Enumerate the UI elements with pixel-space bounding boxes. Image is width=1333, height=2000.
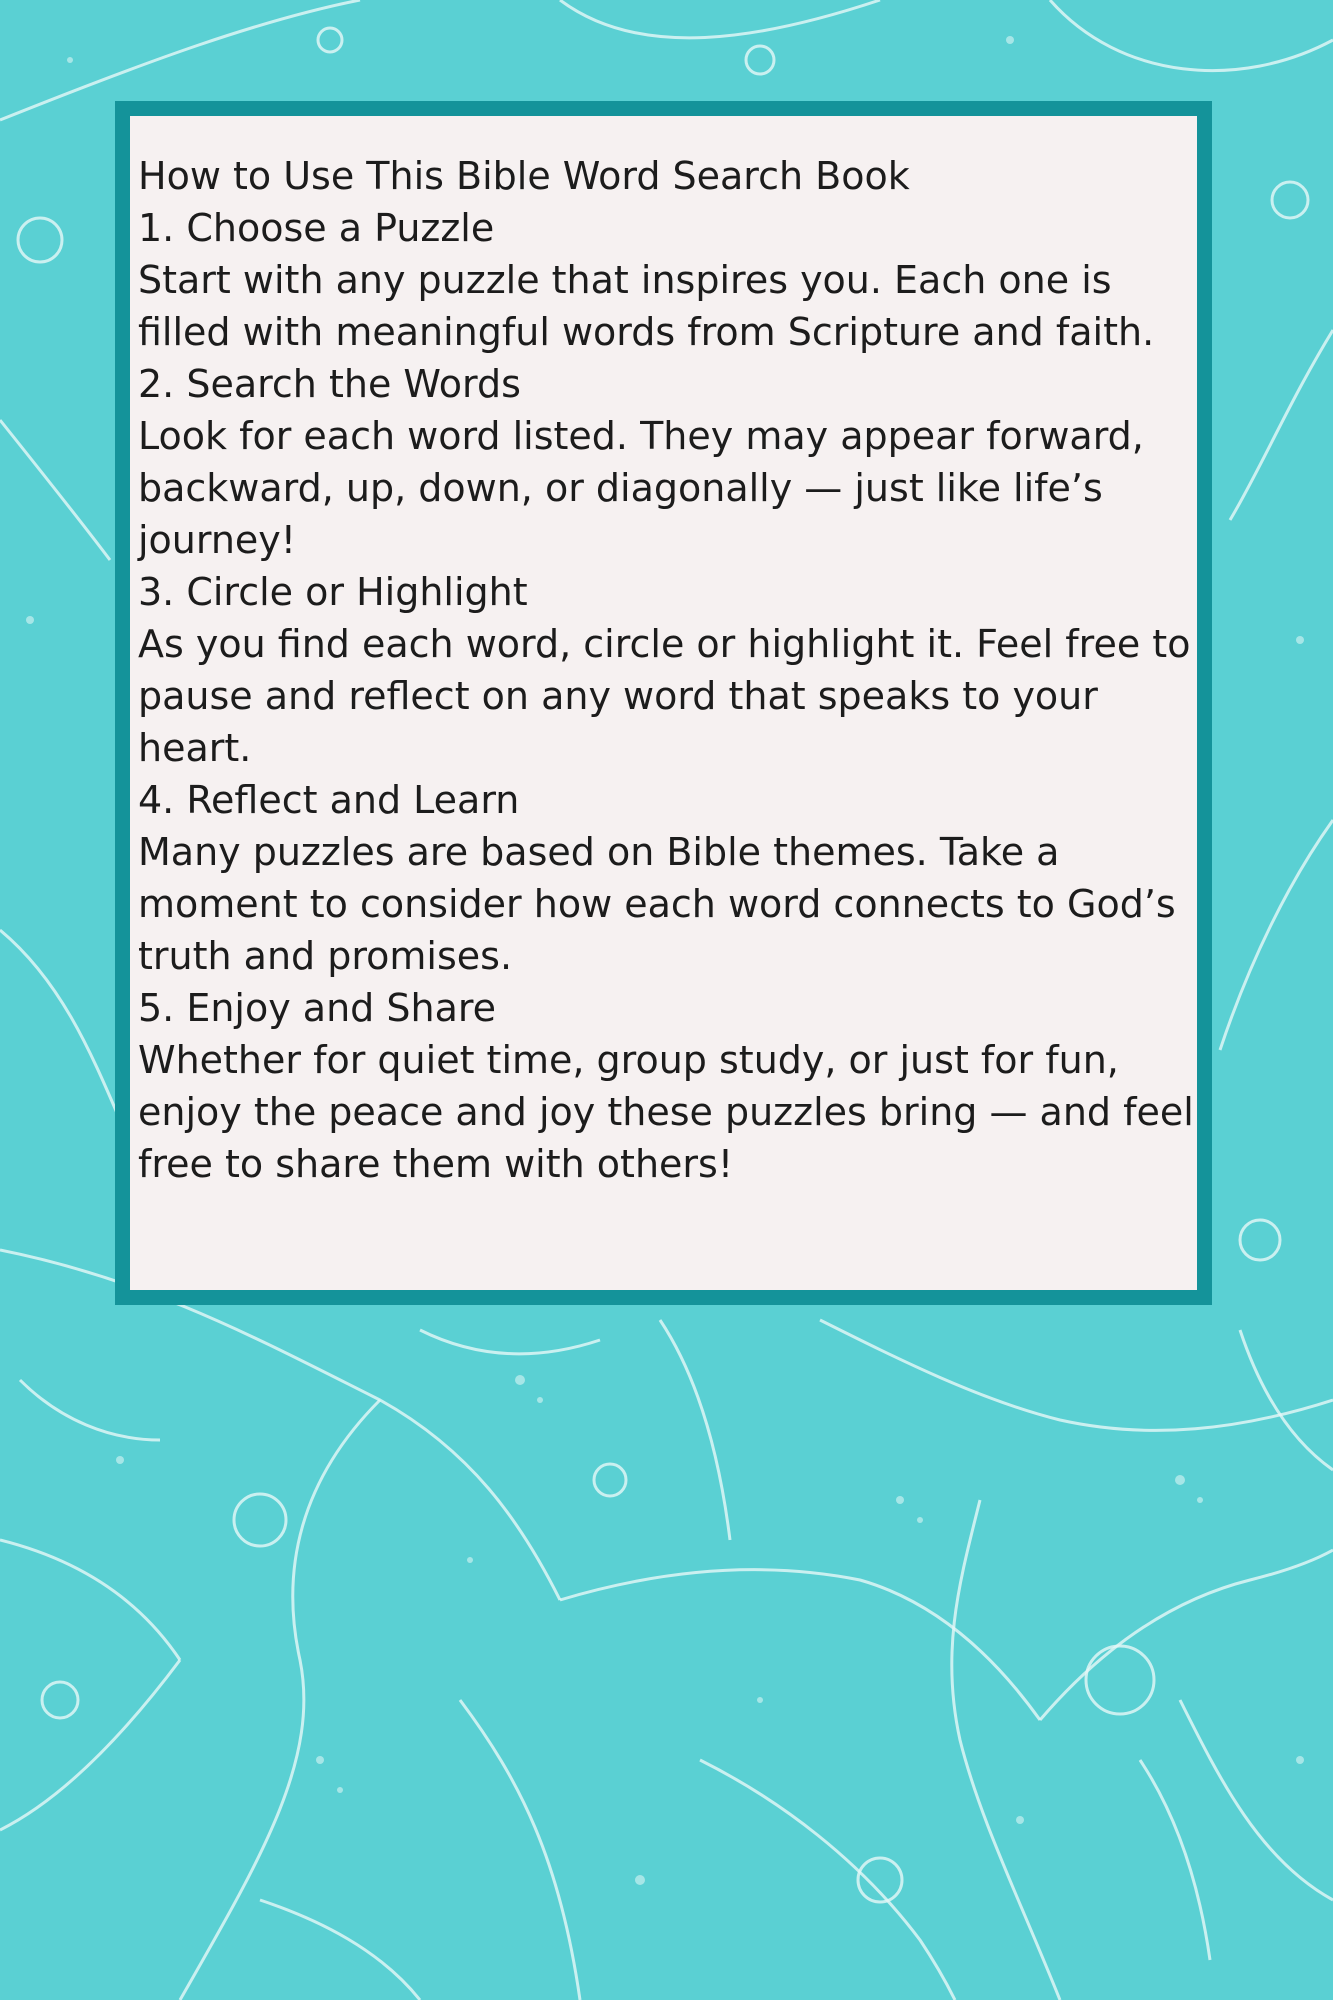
- step-2-body: Look for each word listed. They may appear forward, backward, up, down, or diagonally — just like life’s journey!: [138, 414, 1144, 562]
- step-5-body: Whether for quiet time, group study, or just for fun, enjoy the peace and joy these puzzles bring — and feel free to share them with others!: [138, 1038, 1194, 1186]
- instructions-content: [138, 150, 1198, 1190]
- step-3-heading: 3. Circle or Highlight: [138, 570, 528, 614]
- step-5-heading: 5. Enjoy and Share: [138, 986, 497, 1030]
- step-4-heading: 4. Reflect and Learn: [138, 778, 520, 822]
- step-1-body: Start with any puzzle that inspires you. Each one is filled with meaningful words from Scripture and faith.: [138, 258, 1155, 354]
- page-title: How to Use This Bible Word Search Book: [138, 154, 910, 198]
- step-4-body: Many puzzles are based on Bible themes. Take a moment to consider how each word connects to God’s truth and promises.: [138, 830, 1176, 978]
- step-2-heading: 2. Search the Words: [138, 362, 521, 406]
- step-3-body: As you find each word, circle or highlight it. Feel free to pause and reflect on any word that speaks to your heart.: [138, 622, 1191, 770]
- step-1-heading: 1. Choose a Puzzle: [138, 206, 495, 250]
